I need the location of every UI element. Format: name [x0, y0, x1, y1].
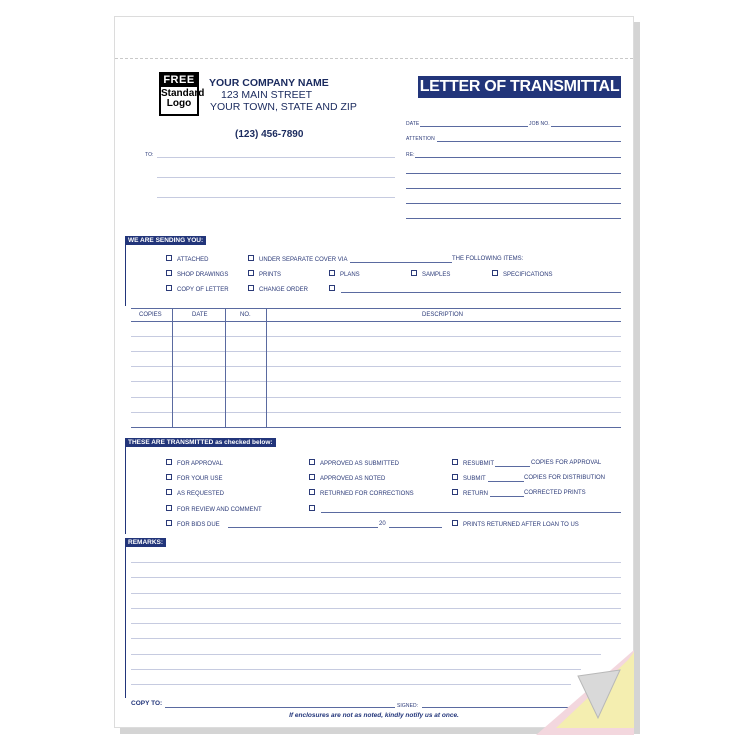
remarks-line[interactable]	[131, 638, 621, 639]
approved-as-noted-label: APPROVED AS NOTED	[320, 476, 386, 482]
prints-returned-checkbox[interactable]	[452, 520, 579, 529]
table-col-divider	[225, 308, 226, 427]
copy-to-line[interactable]	[165, 707, 395, 708]
submit-copies-line[interactable]	[488, 481, 524, 482]
copies-for-distribution-label: COPIES FOR DISTRIBUTION	[524, 475, 606, 481]
other-checkbox[interactable]	[329, 285, 340, 294]
year-prefix: 20	[379, 521, 386, 527]
copies-for-approval-label: COPIES FOR APPROVAL	[531, 460, 602, 466]
attention-line[interactable]	[437, 141, 621, 142]
attached-checkbox[interactable]	[166, 255, 208, 264]
table-header-rule	[131, 321, 621, 322]
checkbox-icon[interactable]	[452, 520, 458, 526]
company-name: YOUR COMPANY NAME	[209, 77, 329, 89]
re-line-3[interactable]	[406, 188, 621, 189]
returned-for-corrections-checkbox[interactable]	[309, 489, 414, 498]
return-copies-line[interactable]	[490, 496, 524, 497]
logo-free-text: FREE	[161, 74, 197, 87]
submit-checkbox[interactable]	[452, 474, 486, 483]
checkbox-icon[interactable]	[166, 285, 172, 291]
approved-as-submitted-label: APPROVED AS SUBMITTED	[320, 461, 400, 467]
for-approval-label: FOR APPROVAL	[177, 461, 223, 467]
checkbox-icon[interactable]	[309, 505, 315, 511]
checkbox-icon[interactable]	[492, 270, 498, 276]
to-line-1[interactable]	[157, 157, 395, 158]
cover-via-line[interactable]	[350, 262, 452, 263]
logo-logo-text: Logo	[166, 98, 192, 109]
checkbox-icon[interactable]	[452, 459, 458, 465]
as-requested-label: AS REQUESTED	[177, 491, 225, 497]
re-line-5[interactable]	[406, 218, 621, 219]
following-items-label: THE FOLLOWING ITEMS:	[452, 256, 524, 262]
perforation-line	[115, 58, 633, 59]
carbon-copies-page-curl	[536, 640, 636, 735]
checkbox-icon[interactable]	[166, 459, 172, 465]
table-row[interactable]	[131, 381, 621, 382]
remarks-line[interactable]	[131, 669, 581, 670]
other-line[interactable]	[341, 292, 621, 293]
to-label: TO:	[145, 152, 154, 158]
company-phone: (123) 456-7890	[235, 129, 304, 140]
remarks-line[interactable]	[131, 654, 601, 655]
under-separate-cover-checkbox[interactable]	[248, 255, 347, 264]
samples-label: SAMPLES	[422, 272, 451, 278]
checkbox-icon[interactable]	[248, 270, 254, 276]
enclosure-notice: If enclosures are not as noted, kindly notify us at once.	[289, 712, 459, 719]
to-line-2[interactable]	[157, 177, 395, 178]
change-order-checkbox[interactable]	[248, 285, 308, 294]
copy-to-label: COPY TO:	[131, 700, 163, 707]
table-col-divider	[266, 308, 267, 427]
approved-as-noted-checkbox[interactable]	[309, 474, 385, 483]
checkbox-icon[interactable]	[329, 270, 335, 276]
company-address-block	[209, 77, 357, 113]
job-no-label: JOB NO.	[529, 121, 550, 127]
for-review-checkbox[interactable]	[166, 505, 262, 514]
job-no-line[interactable]	[551, 126, 621, 127]
company-city: YOUR TOWN, STATE AND ZIP	[210, 101, 357, 113]
table-row[interactable]	[131, 351, 621, 352]
remarks-line[interactable]	[131, 577, 621, 578]
company-street: 123 MAIN STREET	[221, 89, 313, 101]
sending-heading: WE ARE SENDING YOU:	[125, 236, 206, 245]
transmitted-section-rule	[125, 438, 126, 534]
other-transmit-line[interactable]	[321, 512, 621, 513]
remarks-line[interactable]	[131, 562, 621, 563]
to-line-3[interactable]	[157, 197, 395, 198]
form-title: LETTER OF TRANSMITTAL	[418, 76, 621, 98]
change-order-label: CHANGE ORDER	[259, 287, 309, 293]
checkbox-icon[interactable]	[329, 285, 335, 291]
bids-due-year-line[interactable]	[389, 527, 442, 528]
sending-section-rule	[125, 236, 126, 306]
date-label: DATE	[406, 121, 420, 127]
for-bids-due-label: FOR BIDS DUE	[177, 522, 220, 528]
specifications-checkbox[interactable]	[492, 270, 553, 279]
checkbox-icon[interactable]	[248, 255, 254, 261]
checkbox-icon[interactable]	[411, 270, 417, 276]
checkbox-icon[interactable]	[166, 270, 172, 276]
checkbox-icon[interactable]	[452, 474, 458, 480]
table-top-rule	[131, 308, 621, 309]
logo-standard-text: Standard	[161, 88, 205, 99]
table-row[interactable]	[131, 412, 621, 413]
for-bids-due-checkbox[interactable]	[166, 520, 220, 529]
as-requested-checkbox[interactable]	[166, 489, 224, 498]
checkbox-icon[interactable]	[166, 489, 172, 495]
for-your-use-label: FOR YOUR USE	[177, 476, 223, 482]
resubmit-copies-line[interactable]	[495, 466, 530, 467]
plans-checkbox[interactable]	[329, 270, 360, 279]
table-col-divider	[172, 308, 173, 427]
bids-due-date-line[interactable]	[228, 527, 378, 528]
corrected-prints-label: CORRECTED PRINTS	[524, 490, 586, 496]
remarks-line[interactable]	[131, 623, 621, 624]
returned-for-corrections-label: RETURNED FOR CORRECTIONS	[320, 491, 414, 497]
remarks-heading: REMARKS:	[125, 538, 166, 547]
checkbox-icon[interactable]	[309, 474, 315, 480]
under-separate-cover-label: UNDER SEPARATE COVER VIA	[259, 257, 348, 263]
logo-placeholder	[159, 72, 205, 116]
re-label: RE:	[406, 152, 415, 158]
checkbox-icon[interactable]	[166, 505, 172, 511]
remarks-line[interactable]	[131, 593, 621, 594]
transmitted-heading: THESE ARE TRANSMITTED as checked below:	[125, 438, 276, 447]
for-approval-checkbox[interactable]	[166, 459, 223, 468]
copy-of-letter-label: COPY OF LETTER	[177, 287, 229, 293]
attention-label: ATTENTION	[406, 136, 435, 142]
table-row[interactable]	[131, 397, 621, 398]
samples-checkbox[interactable]	[411, 270, 450, 279]
return-label: RETURN	[463, 491, 488, 497]
form-sheet	[114, 16, 634, 728]
checkbox-icon[interactable]	[166, 474, 172, 480]
copy-of-letter-checkbox[interactable]	[166, 285, 229, 294]
submit-label: SUBMIT	[463, 476, 486, 482]
checkbox-icon[interactable]	[166, 520, 172, 526]
col-header-date: DATE	[192, 312, 208, 318]
for-your-use-checkbox[interactable]	[166, 474, 223, 483]
table-row[interactable]	[131, 336, 621, 337]
re-line-4[interactable]	[406, 203, 621, 204]
prints-checkbox[interactable]	[248, 270, 281, 279]
other-transmit-checkbox[interactable]	[309, 505, 320, 514]
col-header-copies: COPIES	[139, 312, 162, 318]
attached-label: ATTACHED	[177, 257, 209, 263]
checkbox-icon[interactable]	[166, 255, 172, 261]
remarks-line[interactable]	[131, 608, 621, 609]
resubmit-checkbox[interactable]	[452, 459, 494, 468]
col-header-description: DESCRIPTION	[422, 312, 464, 318]
re-line-1[interactable]	[415, 157, 621, 158]
checkbox-icon[interactable]	[248, 285, 254, 291]
shop-drawings-label: SHOP DRAWINGS	[177, 272, 229, 278]
shop-drawings-checkbox[interactable]	[166, 270, 228, 279]
re-line-2[interactable]	[406, 173, 621, 174]
table-row[interactable]	[131, 366, 621, 367]
specifications-label: SPECIFICATIONS	[503, 272, 553, 278]
table-bottom-rule	[131, 427, 621, 428]
col-header-no: NO.	[240, 312, 251, 318]
return-checkbox[interactable]	[452, 489, 488, 498]
remarks-line[interactable]	[131, 684, 571, 685]
for-review-label: FOR REVIEW AND COMMENT	[177, 507, 262, 513]
approved-as-submitted-checkbox[interactable]	[309, 459, 399, 468]
signed-label: SIGNED:	[397, 703, 419, 709]
remarks-section-rule	[125, 538, 126, 698]
prints-label: PRINTS	[259, 272, 282, 278]
checkbox-icon[interactable]	[309, 489, 315, 495]
checkbox-icon[interactable]	[309, 459, 315, 465]
plans-label: PLANS	[340, 272, 360, 278]
date-line[interactable]	[420, 126, 528, 127]
resubmit-label: RESUBMIT	[463, 461, 495, 467]
prints-returned-label: PRINTS RETURNED AFTER LOAN TO US	[463, 522, 579, 528]
checkbox-icon[interactable]	[452, 489, 458, 495]
